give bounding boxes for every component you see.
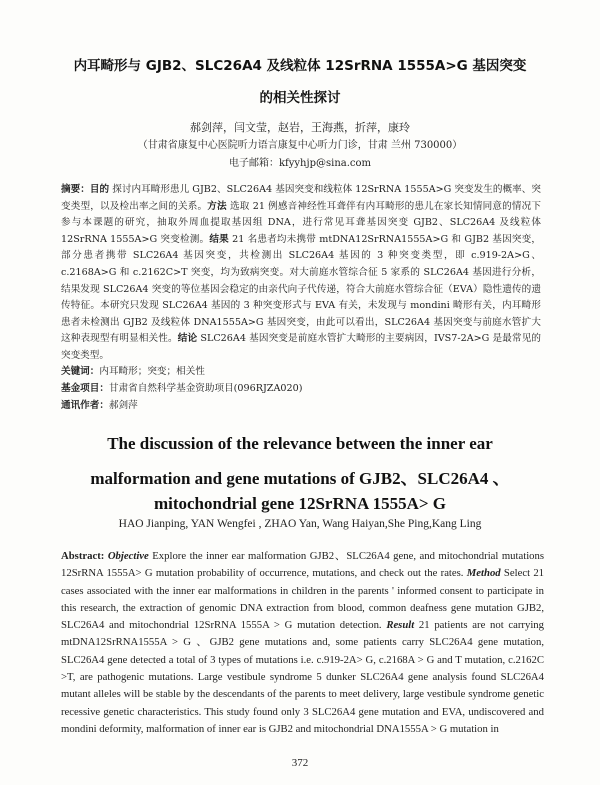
chinese-affiliation: （甘肃省康复中心医院听力语言康复中心听力门诊，甘肃 兰州 730000） — [137, 140, 463, 151]
fund-label: 基金项目： — [61, 383, 109, 394]
chinese-title-line-1: 内耳畸形与 GJB2、SLC26A4 及线粒体 12SrRNA 1555A>G 基因突变 — [73, 58, 527, 74]
chinese-title-line-2: 的相关性探讨 — [259, 90, 341, 106]
page-number: 372 — [291, 757, 309, 769]
author-email: 电子邮箱：kfyyhjp@sina.com — [228, 158, 372, 169]
chinese-abstract — [61, 182, 541, 365]
corresponding-label: 通讯作者： — [61, 400, 109, 411]
fund-text: 甘肃省自然科学基金资助项目(096RJZA020) — [108, 383, 303, 394]
keywords-label: 关键词： — [61, 366, 100, 377]
english-abstract — [61, 548, 544, 738]
english-title-line-3: mitochondrial gene 12SrRNA 1555A> G — [153, 494, 447, 513]
fund-project — [61, 380, 541, 394]
en-method-label: Method — [466, 567, 501, 580]
conclusion-text: SLC26A4 基因突变是前庭水管扩大畸形的主要病因，IVS7-2A>G 是最常见的突变类型。 — [61, 333, 542, 361]
en-method-text: Select 21 cases associated with the inner ear malformations in children in the parents ' informed consent to participate in this research, the extraction of genomic DNA extraction from blood, common deafness gene mutation GJB2, SLC26A4 and mitochondrial 12SrRNA 1555A > G mutation detection. — [61, 567, 545, 632]
english-title-line-1: The discussion of the relevance between the inner ear — [107, 434, 493, 453]
en-result-label: Result — [386, 619, 415, 632]
result-label: 结果 — [209, 233, 229, 245]
method-label: 方法 — [207, 200, 227, 212]
objective-label: 目的 — [89, 184, 110, 195]
result-text: 21 名患者均未携带 mtDNA12SrRNA1555A>G 和 GJB2 基因突变，部分患者携带 SLC26A4 基因突变，共检测出 SLC26A4 基因的 3 种突变类型，即 c.919-2A>G、c.2168A>G 和 c.2162C>T 突变，均为致病突变。对大前庭水管综合征 5 家系的 SLC26A4 基因进行分析，结果发现 SLC26A4 突变的等位基因会稳定的由亲代向子代传递，符合大前庭水管综合征（EVA）隐性遗传的遗传特征。本研究只发现 SLC26A4 基因的 3 种突变形式与 EVA 有关，未发现与 mondini 畸形有关，内耳畸形患者未检测出 GJB2 及线粒体 DNA1555A>G 基因突变，由此可以看出，SLC26A4 基因突变与前庭水管扩大这种表现型有明显相关性。 — [61, 233, 542, 345]
english-authors: HAO Jianping, YAN Wengfei , ZHAO Yan, Wang Haiyan,She Ping,Kang Ling — [118, 518, 482, 530]
chinese-authors: 郝剑萍，闫文莹，赵岩，王海燕，折萍，康玲 — [190, 121, 410, 134]
corresponding-text: 郝剑萍 — [108, 400, 138, 411]
keywords-text: 内耳畸形；突变；相关性 — [99, 366, 205, 377]
en-objective-label: Objective — [107, 550, 149, 562]
en-abstract-label: Abstract: — [61, 550, 105, 562]
abstract-label: 摘要： — [61, 184, 90, 195]
corresponding-author — [61, 397, 541, 411]
method-text: 选取 21 例感音神经性耳聋伴有内耳畸形的患儿在家长知情同意的情况下参与本课题的研究，抽取外周血提取基因组 DNA，进行常见耳聋基因突变 GJB2、SLC26A4 及线粒体 12SrRNA 1555A>G 突变检测。 — [61, 200, 542, 245]
keywords — [61, 363, 541, 377]
english-title-line-2: malformation and gene mutations of GJB2、SLC26A4 、 — [90, 469, 510, 488]
objective-text: 探讨内耳畸形患儿 GJB2、SLC26A4 基因突变和线粒体 12SrRNA 1555A>G 突变发生的概率、突变类型，以及检出率之间的关系。 — [61, 184, 541, 212]
en-result-text: 21 patients are not carrying mtDNA12SrRNA1555A > G 、GJB2 gene mutations and, some patients carry SLC26A4 gene mutation, SLC26A4 gene detected a total of 3 types of mutations i.e. c.919-2A> G, c.2168A > G and T mutation, c.2162C >T, are pathogenic mutations. Large vestibule syndrome 5 dunker SLC26A4 gene analysis found SLC26A4 mutant alleles will be stable by the descendants of the parents to meet delivery, large vestibule syndrome genetic recessive genetic characteristics. This study found only 3 SLC26A4 gene mutation and EVA, undiscovered and mondini deformity, malformation of inner ear is GJB2 and mitochondrial DNA1555A > G mutation in — [61, 619, 544, 735]
conclusion-label: 结论 — [177, 333, 198, 345]
en-objective-text: Explore the inner ear malformation GJB2、SLC26A4 gene, and mitochondrial mutations 12SrRNA 1555A> G mutation probability of occurrence, mutations, and check out the rates. — [61, 550, 545, 580]
